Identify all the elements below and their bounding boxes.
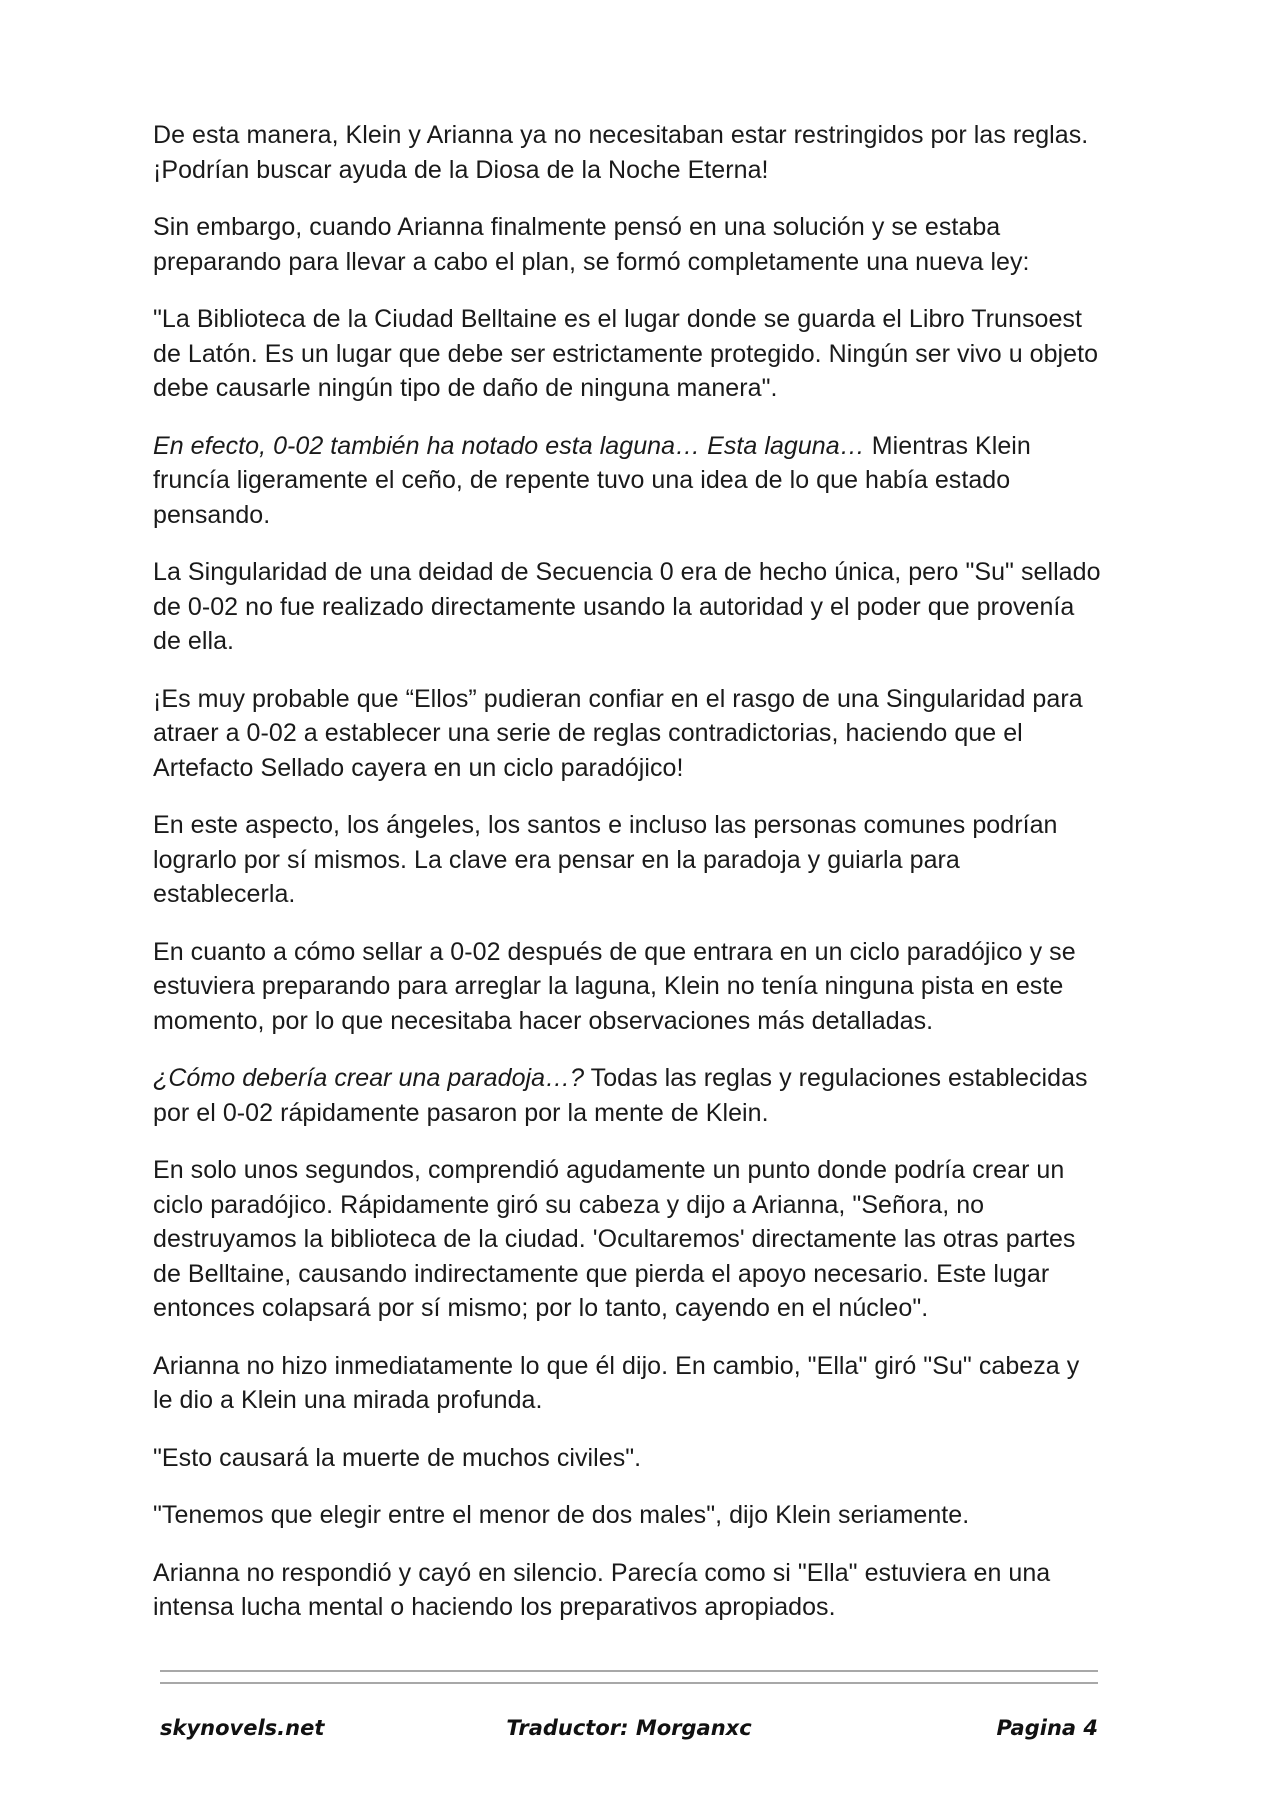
paragraph — [153, 1153, 1105, 1326]
paragraph — [153, 302, 1105, 406]
paragraph — [153, 1556, 1105, 1625]
footer-page-number: Pagina 4 — [996, 1716, 1098, 1740]
paragraph-text: En cuanto a cómo sellar a 0-02 después de que entrara en un ciclo paradójico y se estuviera preparando para arreglar la laguna, Klein no tenía ninguna pista en este momento, por lo que necesitaba hacer observaciones más detalladas. — [153, 937, 1076, 1035]
footer-divider-bottom — [160, 1682, 1098, 1684]
paragraph — [153, 429, 1105, 533]
paragraph-text: Todas las reglas y regulaciones establecidas por el 0-02 rápidamente pasaron por la mente de Klein. — [153, 1064, 1088, 1127]
paragraph-text: "Esto causará la muerte de muchos civiles". — [153, 1443, 642, 1472]
footer-site: skynovels.net — [160, 1716, 325, 1740]
footer-divider-top — [160, 1670, 1098, 1672]
paragraph-text: De esta manera, Klein y Arianna ya no necesitaban estar restringidos por las reglas. ¡Podrían buscar ayuda de la Diosa de la Noche Eterna! — [153, 121, 1089, 184]
paragraph-text: "Tenemos que elegir entre el menor de dos males", dijo Klein seriamente. — [153, 1501, 970, 1529]
document-body — [153, 118, 1105, 1648]
paragraph — [153, 210, 1105, 279]
paragraph — [153, 808, 1105, 912]
paragraph — [153, 1061, 1105, 1130]
paragraph — [153, 1498, 1105, 1533]
paragraph-text: ¡Es muy probable que “Ellos” pudieran confiar en el rasgo de una Singularidad para atraer a 0-02 a establecer una serie de reglas contradictorias, haciendo que el Artefacto Sellado cayera en un ciclo paradójico! — [153, 684, 1083, 782]
paragraph — [153, 682, 1105, 786]
paragraph — [153, 555, 1105, 659]
footer-translator: Traductor: Morganxc — [506, 1716, 752, 1740]
paragraph-text: Arianna no respondió y cayó en silencio. Parecía como si "Ella" estuviera en una intensa lucha mental o haciendo los preparativos apropiados. — [153, 1558, 1051, 1621]
paragraph-text: Mientras Klein fruncía ligeramente el ceño, de repente tuvo una idea de lo que había estado pensando. — [153, 431, 1031, 529]
paragraph — [153, 1349, 1105, 1418]
paragraph — [153, 935, 1105, 1039]
italic-text: En efecto, 0-02 también ha notado esta laguna… Esta laguna… — [153, 431, 865, 460]
paragraph-text: Sin embargo, cuando Arianna finalmente pensó en una solución y se estaba preparando para llevar a cabo el plan, se formó completamente una nueva ley: — [153, 213, 1030, 276]
page-footer — [160, 1716, 1098, 1750]
paragraph — [153, 1441, 1105, 1476]
paragraph-text: La Singularidad de una deidad de Secuencia 0 era de hecho única, pero "Su" sellado de 0-02 no fue realizado directamente usando la autoridad y el poder que provenía de ella. — [153, 558, 1101, 655]
paragraph — [153, 118, 1105, 187]
paragraph-text: "La Biblioteca de la Ciudad Belltaine es el lugar donde se guarda el Libro Trunsoest de Latón. Es un lugar que debe ser estrictamente protegido. Ningún ser vivo u objeto debe causarle ningún tipo de daño de ninguna manera". — [153, 305, 1099, 402]
italic-text: ¿Cómo debería crear una paradoja…? — [153, 1064, 585, 1092]
paragraph-text: En solo unos segundos, comprendió agudamente un punto donde podría crear un ciclo paradójico. Rápidamente giró su cabeza y dijo a Arianna, "Señora, no destruyamos la biblioteca de la ciudad. 'Ocultaremos' directamente las otras partes de Belltaine, causando indirectamente que pierda el apoyo necesario. Este lugar entonces colapsará por sí mismo; por lo tanto, cayendo en el núcleo". — [153, 1156, 1076, 1322]
paragraph-text: Arianna no hizo inmediatamente lo que él dijo. En cambio, "Ella" giró "Su" cabeza y le dio a Klein una mirada profunda. — [153, 1351, 1080, 1414]
paragraph-text: En este aspecto, los ángeles, los santos e incluso las personas comunes podrían lograrlo por sí mismos. La clave era pensar en la paradoja y guiarla para establecerla. — [153, 811, 1058, 908]
